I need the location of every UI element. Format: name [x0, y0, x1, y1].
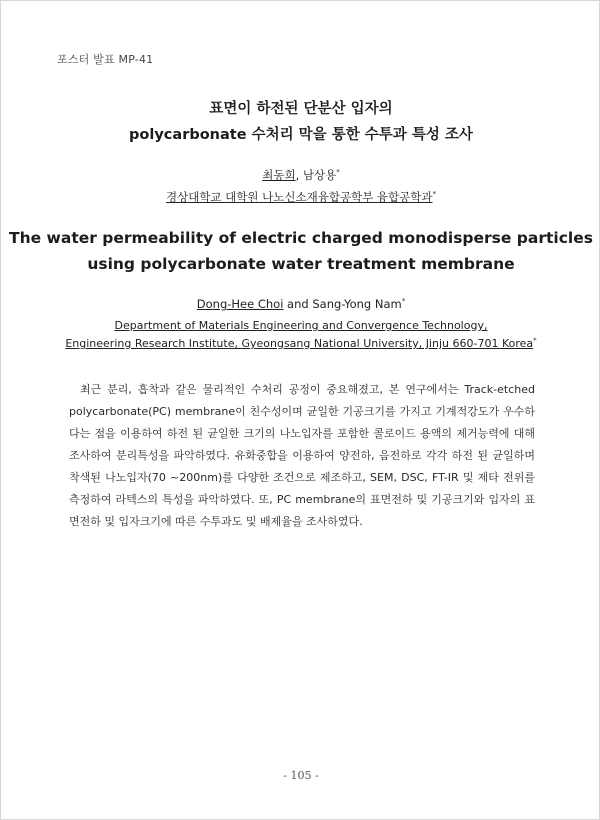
page-number: - 105 -	[283, 769, 319, 782]
english-author-1: Dong-Hee Choi	[196, 297, 284, 311]
korean-authors	[1, 167, 600, 183]
english-authors	[1, 297, 600, 311]
korean-affiliation-mark: *	[432, 190, 436, 199]
english-title-line-1: The water permeability of electric charged monodisperse particles	[9, 229, 593, 247]
english-affiliation-line-1	[1, 319, 600, 332]
korean-author-2: 남상용	[302, 168, 337, 182]
english-corresponding-mark: *	[401, 297, 406, 306]
english-author-2: Sang-Yong Nam	[312, 297, 402, 311]
korean-title-line-1: 표면이 하전된 단분산 입자의	[209, 101, 393, 117]
english-title-line-2: using polycarbonate water treatment membrane	[87, 255, 515, 273]
session-tag: 포스터 발표 MP-41	[57, 53, 154, 66]
abstract-body: 최근 분리, 흡착과 같은 물리적인 수처리 공정이 중요해졌고, 본 연구에서는 Track-etched polycarbonate(PC) membrane이 친수성이며 균일한 기공크기를 가지고 기계적강도가 우수하다는 점을 이용하여 하전 된 균일한 크기의 나노입자를 포함한 콜로이드 용액의 제거능력에 대해 조사하여 분리특성을 파악하였다. 유화중합을 이용하여 양전하, 음전하로 각각 하전 된 균일하며 착색된 나노입자(70 ~200nm)를 다양한 조건으로 제조하고, SEM, DSC, FT-IR 및 제타 전위를 측정하여 라텍스의 특성을 파악하였다. 또, PC membrane의 표면전하 및 기공크기와 입자의 표면전하 및 입자크기에 따른 수투과도 및 배제율을 조사하였다.	[69, 383, 535, 528]
korean-author-separator: ,	[295, 168, 303, 182]
korean-author-1: 최동희	[262, 168, 296, 182]
korean-corresponding-mark: *	[336, 168, 340, 177]
english-affiliation-text-2: Engineering Research Institute, Gyeongsang National University, Jinju 660-701 Korea	[65, 337, 534, 350]
english-affiliation-line-2	[1, 337, 600, 350]
english-affiliation-mark: *	[533, 336, 537, 345]
korean-affiliation	[1, 189, 600, 205]
english-author-joiner: and	[283, 297, 313, 311]
korean-title-line-2: polycarbonate 수처리 막을 통한 수투과 특성 조사	[129, 127, 473, 143]
korean-affiliation-text: 경상대학교 대학원 나노신소재융합공학부 융합공학과	[166, 190, 433, 204]
english-affiliation-text-1: Department of Materials Engineering and Convergence Technology,	[114, 319, 488, 332]
